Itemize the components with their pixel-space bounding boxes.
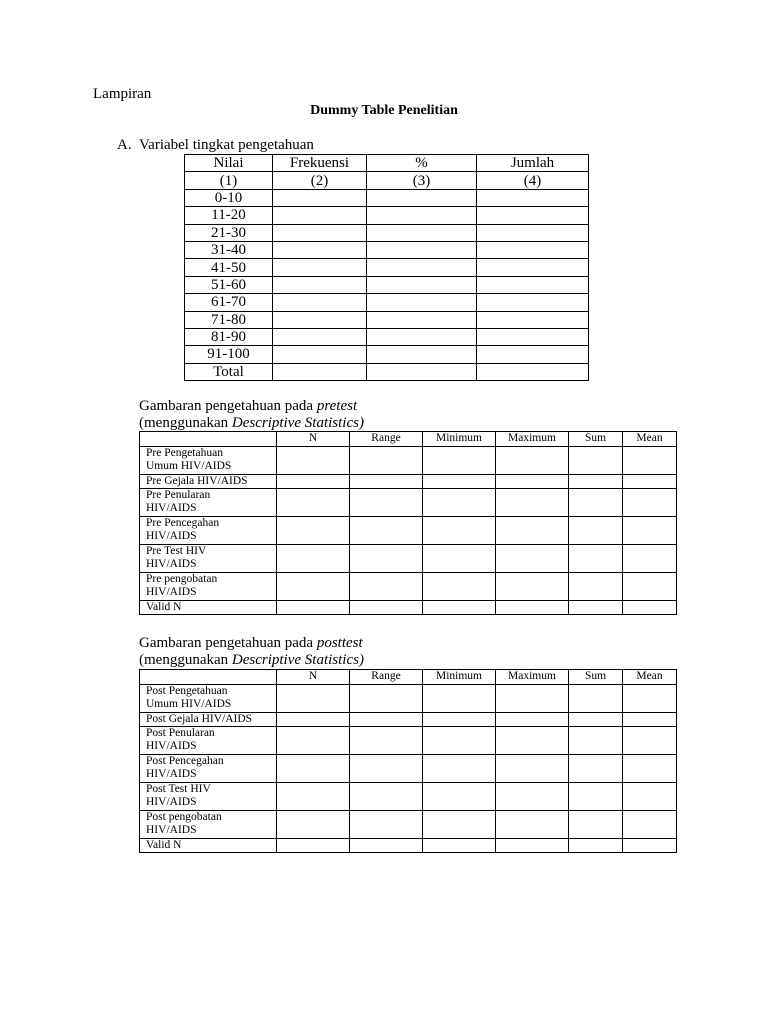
empty-cell [350,685,423,713]
row-label-line: Pre Pencegahan [146,517,220,529]
empty-cell [367,328,477,345]
column-header: Maximum [496,670,569,685]
table-row [185,294,589,311]
row-label-line: Post Penularan [146,727,215,739]
empty-cell [423,713,496,727]
empty-cell [623,755,677,783]
empty-cell [350,573,423,601]
table-row [140,811,677,839]
row-label-line: HIV/AIDS [146,558,197,570]
row-label [140,783,277,811]
table-row [140,545,677,573]
empty-cell [350,447,423,475]
posttest-caption-text: Gambaran pengetahuan pada [139,635,317,651]
nilai-cell: Total [185,363,273,380]
empty-cell [350,755,423,783]
column-header: Jumlah [477,155,589,172]
empty-cell [277,475,350,489]
empty-cell [496,489,569,517]
empty-cell [623,545,677,573]
row-label [140,713,277,727]
empty-cell [273,241,367,258]
empty-cell [423,517,496,545]
empty-cell [496,755,569,783]
empty-cell [569,713,623,727]
row-label-line: HIV/AIDS [146,768,197,780]
table-row [140,447,677,475]
nilai-cell: 91-100 [185,346,273,363]
empty-cell [277,447,350,475]
empty-cell [423,811,496,839]
column-header [140,670,277,685]
empty-cell [496,545,569,573]
empty-cell [623,489,677,517]
empty-cell [623,811,677,839]
empty-cell [569,727,623,755]
empty-cell [569,545,623,573]
empty-cell [423,545,496,573]
empty-cell [367,241,477,258]
posttest-subcaption-emphasis: Descriptive Statistics) [231,652,364,668]
empty-cell [277,685,350,713]
posttest-caption-emphasis: posttest [316,635,363,651]
table-row [140,839,677,853]
column-header [140,432,277,447]
row-label [140,573,277,601]
section-title: Variabel tingkat pengetahuan [139,137,314,153]
empty-cell [623,685,677,713]
empty-cell [477,346,589,363]
frequency-table [184,154,589,381]
table-row [140,755,677,783]
empty-cell [350,545,423,573]
empty-cell [623,601,677,615]
empty-cell [350,489,423,517]
empty-cell [623,475,677,489]
empty-cell [367,224,477,241]
row-label [140,475,277,489]
empty-cell [350,727,423,755]
row-label [140,811,277,839]
empty-cell [423,755,496,783]
column-header: N [277,432,350,447]
row-label-line: HIV/AIDS [146,502,197,514]
table-row [140,713,677,727]
empty-cell [477,276,589,293]
empty-cell [273,276,367,293]
column-number: (1) [185,172,273,189]
row-label [140,727,277,755]
table-row [185,276,589,293]
empty-cell [273,311,367,328]
empty-cell [277,517,350,545]
column-number: (4) [477,172,589,189]
empty-cell [273,346,367,363]
empty-cell [477,189,589,206]
table-row [185,346,589,363]
empty-cell [273,207,367,224]
empty-cell [569,685,623,713]
empty-cell [277,545,350,573]
empty-cell [367,259,477,276]
table-row [185,311,589,328]
empty-cell [496,811,569,839]
empty-cell [423,727,496,755]
row-label-line: HIV/AIDS [146,530,197,542]
empty-cell [423,839,496,853]
row-label [140,517,277,545]
empty-cell [569,517,623,545]
empty-cell [367,276,477,293]
empty-cell [423,489,496,517]
column-header: % [367,155,477,172]
column-header: Minimum [423,432,496,447]
table-row [185,241,589,258]
column-header: Sum [569,670,623,685]
row-label-line: Umum HIV/AIDS [146,460,232,472]
pretest-statistics-table [139,431,677,615]
empty-cell [623,839,677,853]
column-header: Range [350,670,423,685]
empty-cell [477,207,589,224]
empty-cell [496,727,569,755]
posttest-statistics-table [139,669,677,853]
column-header: Range [350,432,423,447]
row-label-line: Post pengobatan [146,811,222,823]
empty-cell [350,475,423,489]
empty-cell [273,224,367,241]
empty-cell [569,839,623,853]
empty-cell [496,601,569,615]
row-label-line: Post Test HIV [146,783,211,795]
empty-cell [423,601,496,615]
table-row [140,573,677,601]
empty-cell [477,294,589,311]
table-row [185,328,589,345]
empty-cell [423,447,496,475]
row-label [140,601,277,615]
empty-cell [367,311,477,328]
column-number-row [185,172,589,189]
empty-cell [277,783,350,811]
column-number: (3) [367,172,477,189]
row-label [140,545,277,573]
empty-cell [623,713,677,727]
empty-cell [496,839,569,853]
empty-cell [273,363,367,380]
empty-cell [569,783,623,811]
row-label [140,755,277,783]
row-label-line: Valid N [146,839,182,851]
row-label-line: HIV/AIDS [146,586,197,598]
row-label-line: HIV/AIDS [146,824,197,836]
empty-cell [350,839,423,853]
empty-cell [350,713,423,727]
empty-cell [367,294,477,311]
row-label-line: HIV/AIDS [146,740,197,752]
empty-cell [496,713,569,727]
nilai-cell: 61-70 [185,294,273,311]
empty-cell [623,783,677,811]
empty-cell [569,755,623,783]
row-label-line: Pre Test HIV [146,545,207,557]
nilai-cell: 71-80 [185,311,273,328]
empty-cell [277,811,350,839]
empty-cell [496,475,569,489]
nilai-cell: 11-20 [185,207,273,224]
empty-cell [477,328,589,345]
column-header: Mean [623,432,677,447]
empty-cell [277,755,350,783]
empty-cell [277,601,350,615]
empty-cell [273,259,367,276]
empty-cell [367,363,477,380]
empty-cell [496,783,569,811]
empty-cell [477,363,589,380]
column-number: (2) [273,172,367,189]
section-a-heading [117,137,314,154]
section-letter: A. [117,137,132,153]
column-header: Sum [569,432,623,447]
nilai-cell: 81-90 [185,328,273,345]
row-label [140,685,277,713]
nilai-cell: 51-60 [185,276,273,293]
empty-cell [623,517,677,545]
table-row [185,363,589,380]
column-header: Nilai [185,155,273,172]
empty-cell [367,346,477,363]
empty-cell [350,601,423,615]
empty-cell [273,328,367,345]
empty-cell [423,573,496,601]
header-row [140,670,677,685]
empty-cell [477,311,589,328]
row-label [140,447,277,475]
row-label-line: Umum HIV/AIDS [146,698,232,710]
column-header: Mean [623,670,677,685]
row-label-line: Pre Penularan [146,489,211,501]
table-row [140,783,677,811]
empty-cell [277,489,350,517]
column-header: Minimum [423,670,496,685]
posttest-subcaption-text: (menggunakan [139,652,232,668]
empty-cell [277,573,350,601]
nilai-cell: 21-30 [185,224,273,241]
empty-cell [273,189,367,206]
empty-cell [273,294,367,311]
empty-cell [477,241,589,258]
empty-cell [569,601,623,615]
document-title: Dummy Table Penelitian [310,103,458,118]
table-row [140,685,677,713]
pretest-subcaption-emphasis: Descriptive Statistics) [231,415,364,431]
row-label-line: Pre Gejala HIV/AIDS [146,475,248,487]
empty-cell [496,573,569,601]
row-label [140,839,277,853]
empty-cell [569,811,623,839]
table-row [185,189,589,206]
posttest-caption [139,635,364,669]
empty-cell [623,447,677,475]
empty-cell [623,573,677,601]
table-row [140,475,677,489]
empty-cell [496,685,569,713]
table-row [185,224,589,241]
table-row [140,601,677,615]
header-row [185,155,589,172]
column-header: N [277,670,350,685]
empty-cell [569,573,623,601]
column-header: Frekuensi [273,155,367,172]
row-label-line: Post Pengetahuan [146,685,228,697]
empty-cell [423,783,496,811]
row-label-line: Post Gejala HIV/AIDS [146,713,253,725]
row-label-line: Pre Pengetahuan [146,447,223,459]
row-label [140,489,277,517]
empty-cell [496,447,569,475]
empty-cell [367,207,477,224]
pretest-subcaption-text: (menggunakan [139,415,232,431]
pretest-caption [139,398,364,432]
empty-cell [569,489,623,517]
lampiran-label: Lampiran [93,86,152,102]
empty-cell [477,224,589,241]
empty-cell [423,475,496,489]
header-row [140,432,677,447]
table-row [140,489,677,517]
empty-cell [367,189,477,206]
pretest-caption-text: Gambaran pengetahuan pada [139,398,317,414]
nilai-cell: 31-40 [185,241,273,258]
row-label-line: Pre pengobatan [146,573,218,585]
nilai-cell: 41-50 [185,259,273,276]
empty-cell [277,713,350,727]
empty-cell [569,475,623,489]
empty-cell [477,259,589,276]
empty-cell [623,727,677,755]
table-row [185,259,589,276]
row-label-line: Post Pencegahan [146,755,224,767]
table-row [185,207,589,224]
empty-cell [277,727,350,755]
row-label-line: Valid N [146,601,182,613]
nilai-cell: 0-10 [185,189,273,206]
row-label-line: HIV/AIDS [146,796,197,808]
empty-cell [350,783,423,811]
table-row [140,517,677,545]
pretest-caption-emphasis: pretest [316,398,358,414]
empty-cell [350,517,423,545]
column-header: Maximum [496,432,569,447]
empty-cell [350,811,423,839]
empty-cell [569,447,623,475]
empty-cell [423,685,496,713]
table-row [140,727,677,755]
empty-cell [496,517,569,545]
empty-cell [277,839,350,853]
